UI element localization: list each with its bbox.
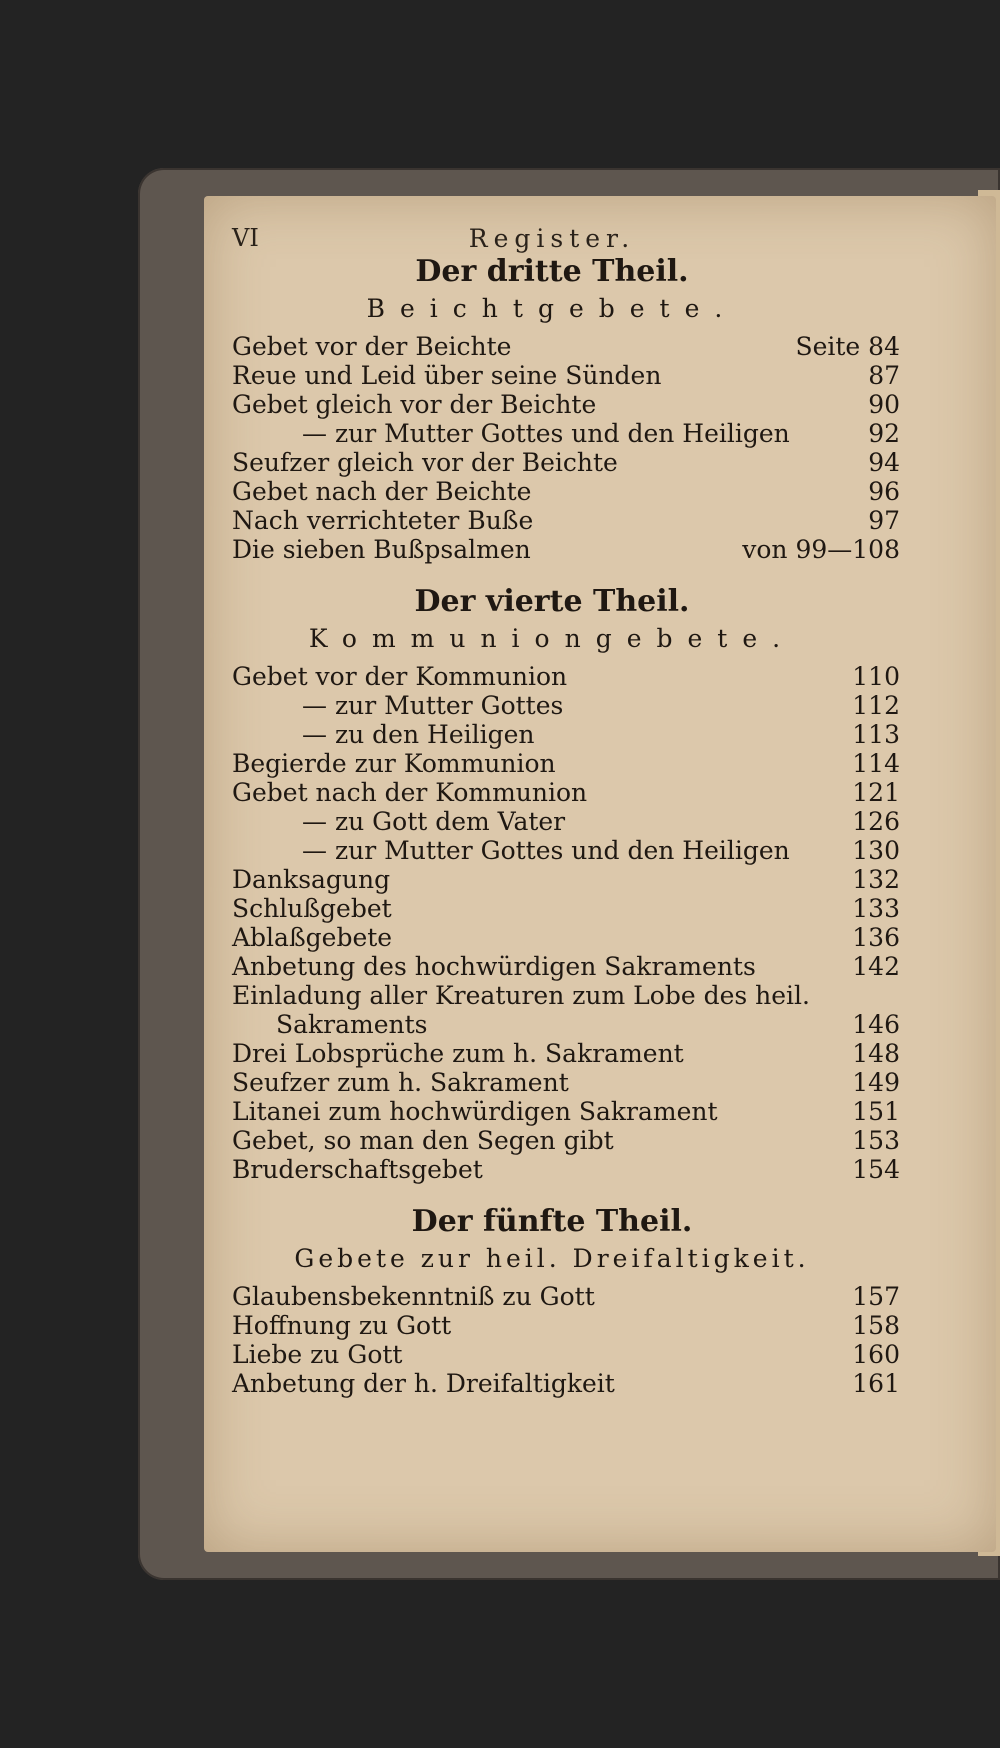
- part-title: Der vierte Theil.: [414, 584, 690, 619]
- section-title: Kommuniongebete.: [308, 624, 796, 653]
- toc-entry: Glaubensbekenntniß zu Gott 157: [232, 1282, 900, 1311]
- toc-entry: Einladung aller Kreaturen zum Lobe des heil.: [232, 981, 810, 1010]
- toc-entry: Reue und Leid über seine Sünden 87: [232, 361, 900, 390]
- toc-entry: Hoffnung zu Gott 158: [232, 1311, 900, 1340]
- toc-entry: Anbetung der h. Dreifaltigkeit 161: [232, 1369, 900, 1398]
- toc-entry: — zur Mutter Gottes und den Heiligen 92: [302, 419, 900, 448]
- toc-entry: Begierde zur Kommunion 114: [232, 749, 900, 778]
- toc-entry: Bruderschaftsgebet 154: [232, 1155, 900, 1184]
- toc-entry: Nach verrichteter Buße 97: [232, 506, 900, 535]
- toc-entry: Litanei zum hochwürdigen Sakrament 151: [232, 1097, 900, 1126]
- toc-entry: Die sieben Bußpsalmen von 99—108: [232, 535, 900, 564]
- toc-entry: Gebet nach der Beichte 96: [232, 477, 900, 506]
- page-number: VI: [232, 224, 259, 252]
- toc-entry: — zur Mutter Gottes und den Heiligen 130: [302, 836, 900, 865]
- toc-entry: — zu Gott dem Vater 126: [302, 807, 900, 836]
- toc-entry: Anbetung des hochwürdigen Sakraments 142: [232, 952, 900, 981]
- toc-entry: — zur Mutter Gottes 112: [302, 691, 900, 720]
- toc-entry: Gebet, so man den Segen gibt 153: [232, 1126, 900, 1155]
- toc-entry: Sakraments 146: [276, 1010, 900, 1039]
- toc-entry: Liebe zu Gott 160: [232, 1340, 900, 1369]
- part-title: Der fünfte Theil.: [411, 1204, 693, 1239]
- toc-entry: Ablaßgebete 136: [232, 923, 900, 952]
- section-title: Gebete zur heil. Dreifaltigkeit.: [294, 1244, 810, 1273]
- toc-entry: Gebet vor der Kommunion 110: [232, 662, 900, 691]
- register-page: [204, 196, 996, 1552]
- toc-entry: Seufzer zum h. Sakrament 149: [232, 1068, 900, 1097]
- toc-entry: — zu den Heiligen 113: [302, 720, 900, 749]
- toc-entry: Gebet gleich vor der Beichte 90: [232, 390, 900, 419]
- section-title: Beichtgebete.: [366, 294, 738, 323]
- toc-entry: Schlußgebet 133: [232, 894, 900, 923]
- toc-entry: Danksagung 132: [232, 865, 900, 894]
- toc-entry: Gebet vor der Beichte Seite 84: [232, 332, 900, 361]
- running-title: Register.: [468, 224, 636, 253]
- toc-entry: Seufzer gleich vor der Beichte 94: [232, 448, 900, 477]
- toc-entry: Gebet nach der Kommunion 121: [232, 778, 900, 807]
- part-title: Der dritte Theil.: [415, 254, 689, 289]
- toc-entry: Drei Lobsprüche zum h. Sakrament 148: [232, 1039, 900, 1068]
